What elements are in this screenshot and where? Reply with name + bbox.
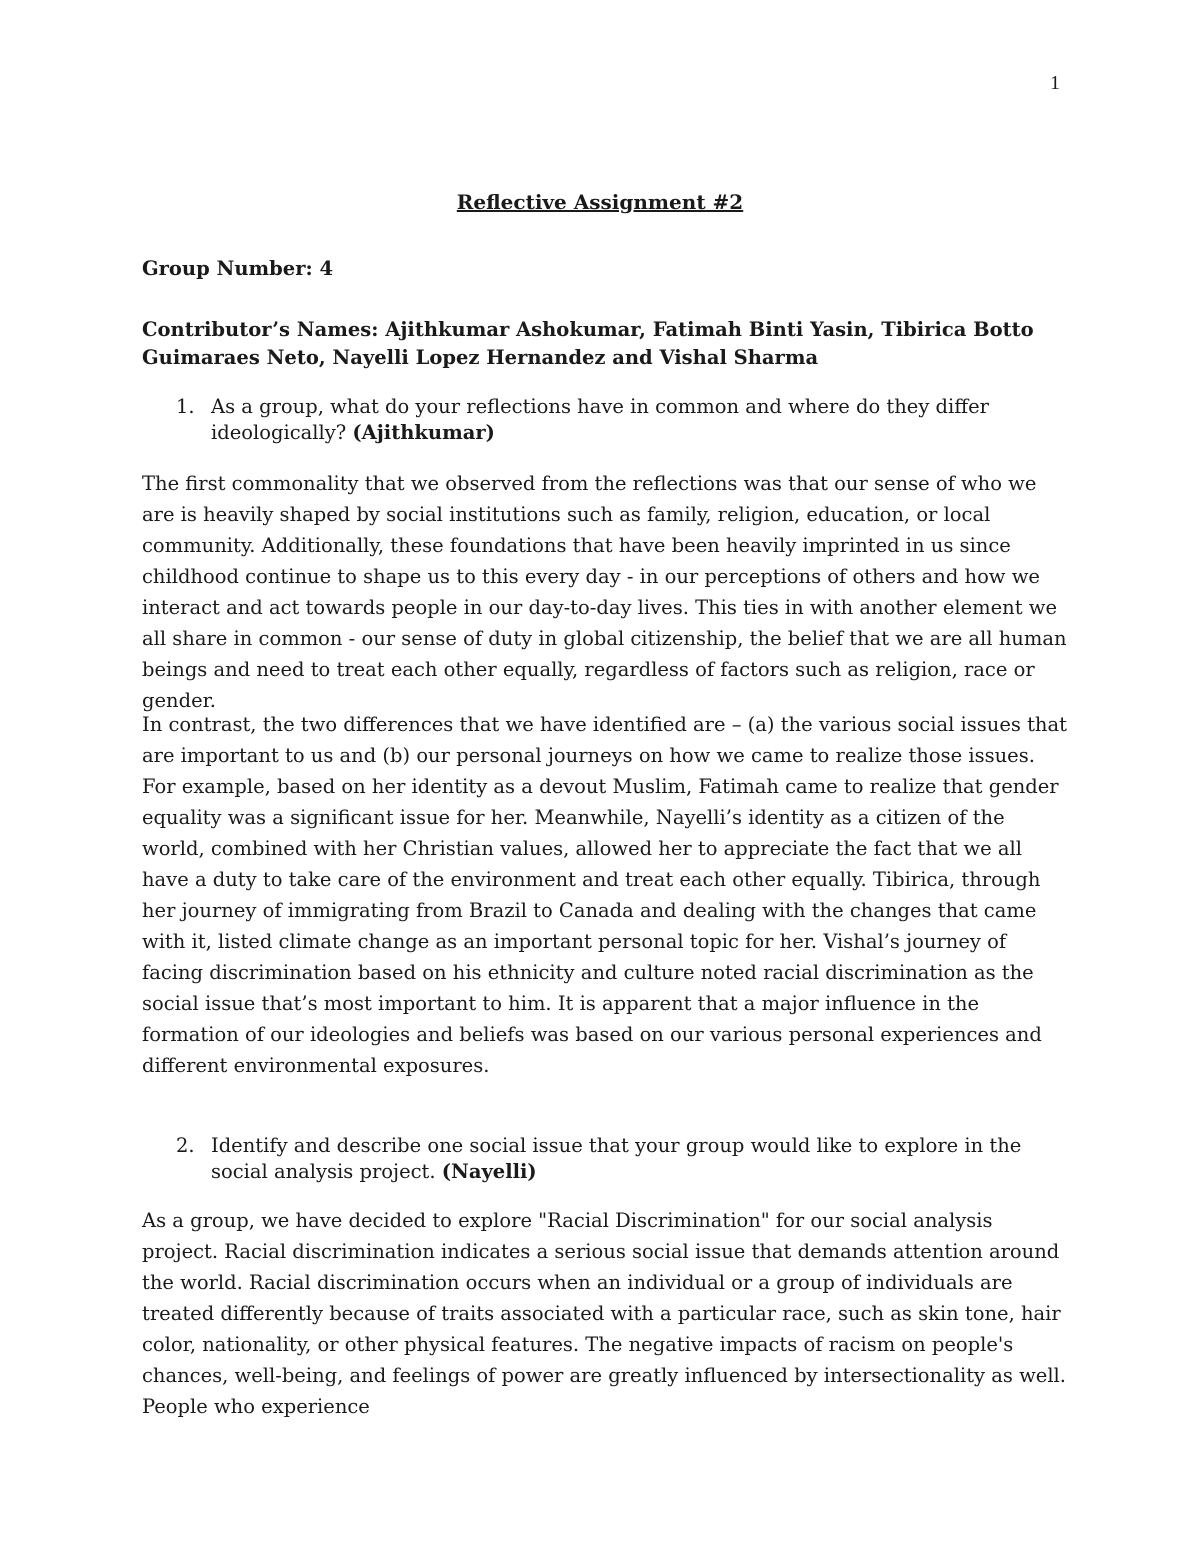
group-number: Group Number: 4 [142,257,334,280]
question-1-prompt: As a group, what do your reflections have in common and where do they differ ideologically? [211,395,989,444]
answer-1-paragraph-2: In contrast, the two differences that we have identified are – (a) the various social issues that are important to us and (b) our personal journeys on how we came to realize those issues. For example, based on her identity as a devout Muslim, Fatimah came to realize that gender equality was a significant issue for her. Meanwhile, Nayelli’s identity as a citizen of the world, combined with her Christian values, allowed her to appreciate the fact that we all have a duty to take care of the environment and treat each other equally. Tibirica, through her journey of immigrating from Brazil to Canada and dealing with the changes that came with it, listed climate change as an important personal topic for her. Vishal’s journey of facing discrimination based on his ethnicity and culture noted racial discrimination as the social issue that’s most important to him. It is apparent that a major influence in the formation of our ideologies and beliefs was based on our various personal experiences and different environmental exposures. [142,713,1067,1077]
page-number: 1 [1050,72,1060,94]
question-1-author: (Ajithkumar) [352,421,495,444]
answer-1-paragraph-1: The first commonality that we observed from the reflections was that our sense of who we are is heavily shaped by social institutions such as family, religion, education, or local community. Additionally, these foundations that have been heavily imprinted in us since childhood continue to shape us to this every day - in our perceptions of others and how we interact and act towards people in our day-to-day lives. This ties in with another element we all share in common - our sense of duty in global citizenship, the belief that we are all human beings and need to treat each other equally, regardless of factors such as religion, race or gender. [142,472,1067,712]
answer-2-paragraph-1: As a group, we have decided to explore "Racial Discrimination" for our social analysis project. Racial discrimination indicates a serious social issue that demands attention around the world. Racial discrimination occurs when an individual or a group of individuals are treated differently because of traits associated with a particular race, such as skin tone, hair color, nationality, or other physical features. The negative impacts of racism on people's chances, well-being, and feelings of power are greatly influenced by intersectionality as well. People who experience [142,1209,1066,1418]
question-2-prompt: Identify and describe one social issue that your group would like to explore in the social analysis project. [211,1134,1022,1183]
question-2-text [211,1133,1051,1185]
contributors: Contributor’s Names: Ajithkumar Ashokumar, Fatimah Binti Yasin, Tibirica Botto Guimaraes Neto, Nayelli Lopez Hernandez and Vishal Sharma [142,318,1034,369]
question-2-number: 2. [176,1134,195,1157]
document-title: Reflective Assignment #2 [456,190,744,214]
question-2-author: (Nayelli) [441,1160,537,1183]
question-1-text [211,394,1051,446]
question-1-number: 1. [176,395,195,418]
